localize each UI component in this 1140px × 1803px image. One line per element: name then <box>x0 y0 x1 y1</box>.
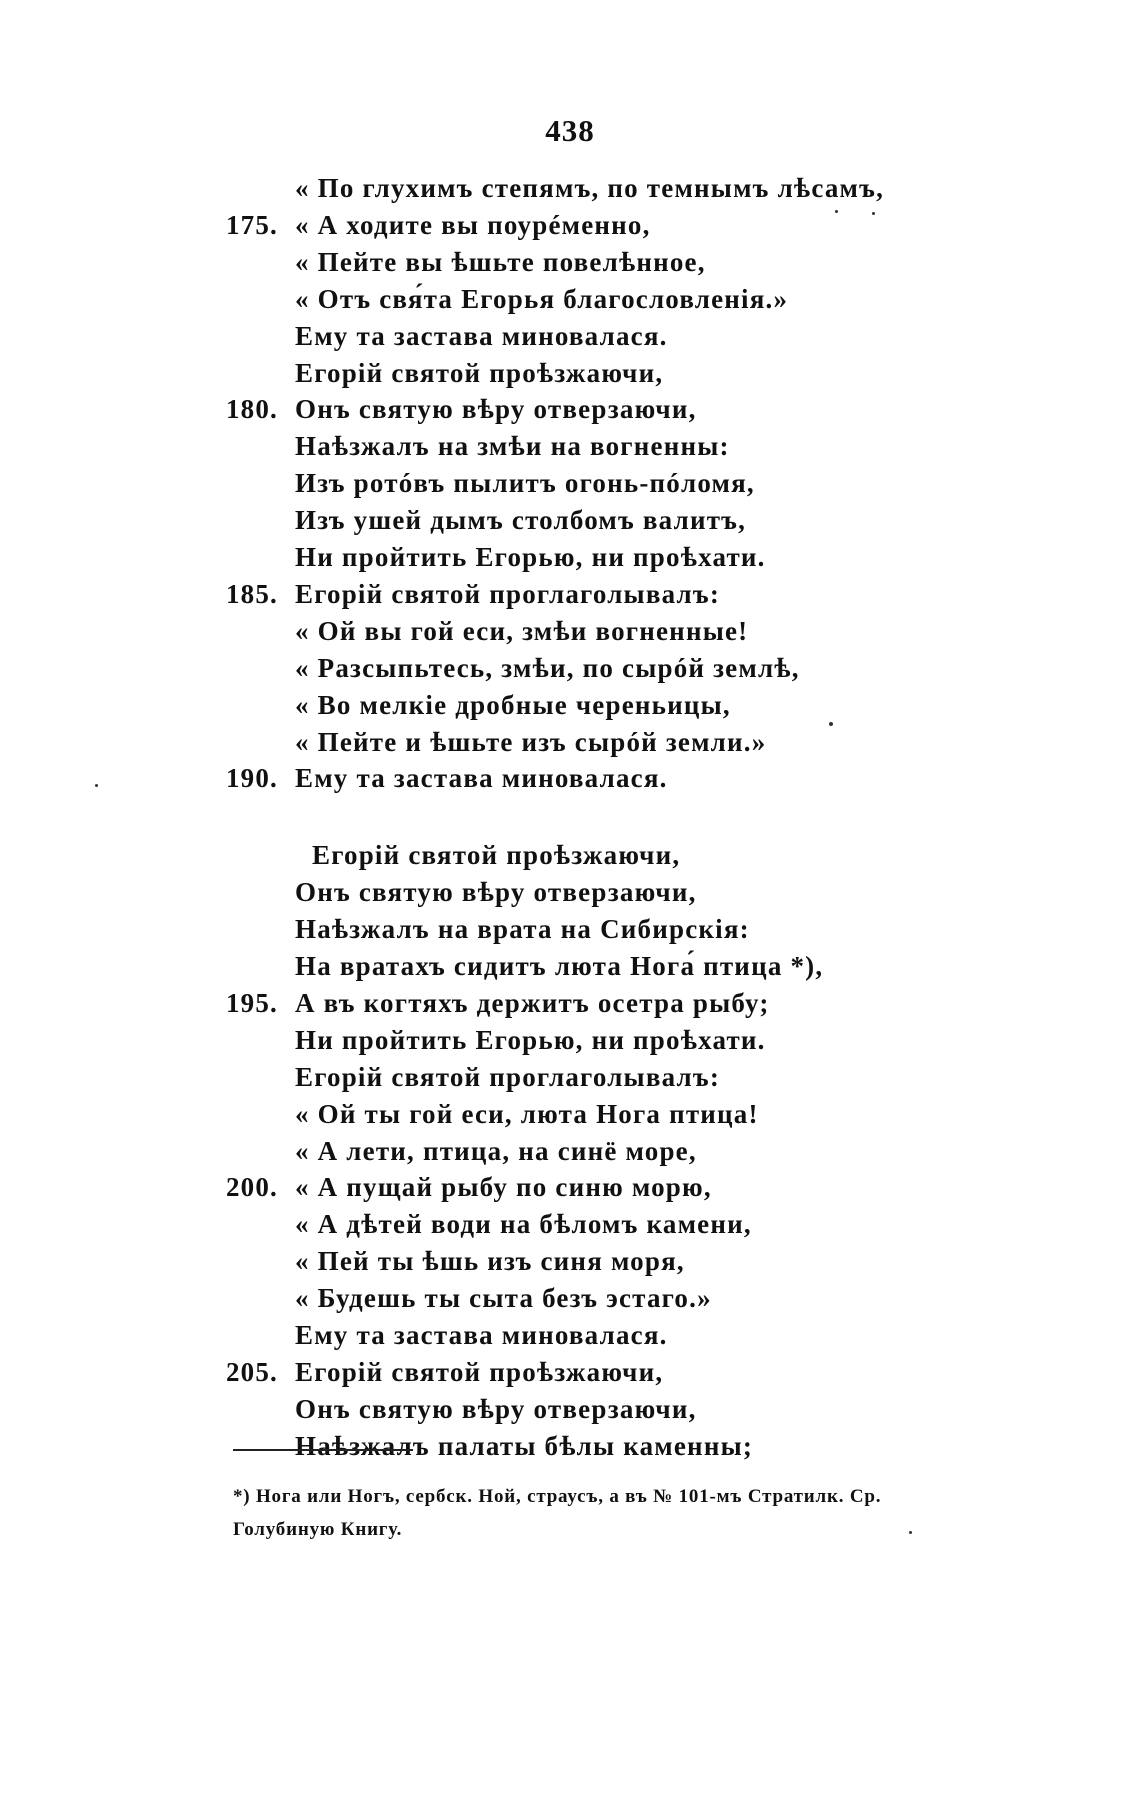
footnote-divider <box>233 1449 413 1451</box>
print-speck <box>909 1531 912 1534</box>
verse-line <box>0 465 1140 501</box>
verse-text: Егорій святой проглаголывалъ: <box>295 578 721 609</box>
verse-line <box>0 1354 1140 1390</box>
verse-number: 185. <box>225 578 278 609</box>
verse-line <box>0 985 1140 1021</box>
verse-text: Онъ святую вѣру отверзаючи, <box>295 877 697 908</box>
verse-line <box>0 911 1140 947</box>
print-speck <box>829 722 833 726</box>
verse-text: Ему та застава миновалася. <box>295 1320 668 1350</box>
verse-line <box>0 576 1140 612</box>
verse-number: 200. <box>225 1172 278 1203</box>
verse-text: Наѣзжалъ на змѣи на вогненны: <box>295 431 730 462</box>
verse-text: Ему та застава миновалася. <box>295 763 668 794</box>
print-speck <box>95 784 98 787</box>
verse-line <box>0 207 1140 243</box>
verse-text: « Разсыпьтесь, змѣи, по сырóй землѣ, <box>295 652 800 683</box>
verse-line <box>0 1317 1140 1353</box>
verse-text: Егорій святой проѣзжаючи, <box>312 840 681 871</box>
verse-text: Егорій святой проѣзжаючи, <box>295 357 664 388</box>
verse-number: 180. <box>225 394 278 425</box>
verse-line <box>0 687 1140 723</box>
verse-line <box>0 874 1140 910</box>
verse-text: « А ходите вы поурéменно, <box>295 209 651 240</box>
verse-text: Ему та застава миновалася. <box>295 320 668 351</box>
verse-line <box>0 502 1140 538</box>
verse-line <box>0 760 1140 796</box>
verse-line <box>0 1206 1140 1242</box>
verse-text: Онъ святую вѣру отверзаючи, <box>295 394 697 425</box>
verse-text: « Пейте и ѣшьте изъ сырóй земли.» <box>295 726 767 757</box>
verse-line <box>0 837 1140 873</box>
verse-number: 175. <box>225 209 278 240</box>
verse-line <box>0 1169 1140 1205</box>
verse-text: Егорій святой проѣзжаючи, <box>295 1356 664 1387</box>
verse-text: Ни пройтить Егорью, ни проѣхати. <box>295 542 766 572</box>
verse-text: « Пей ты ѣшь изъ синя моря, <box>295 1246 685 1277</box>
verse-line <box>0 1391 1140 1427</box>
verse-line <box>0 724 1140 760</box>
verse-number: 190. <box>225 763 278 794</box>
verse-text: « Ой вы гой еси, змѣи вогненные! <box>295 615 749 646</box>
verse-text: « Во мелкіе дробные череньицы, <box>295 689 731 720</box>
verse-line <box>0 613 1140 649</box>
verse-line <box>0 318 1140 354</box>
verse-line <box>0 948 1140 984</box>
page-number: 438 <box>545 113 595 148</box>
verse-text: « А дѣтей води на бѣломъ камени, <box>295 1209 752 1240</box>
verse-text: Онъ святую вѣру отверзаючи, <box>295 1393 697 1424</box>
verse-text: « Будешь ты сыта безъ эстаго.» <box>295 1283 712 1314</box>
verse-line <box>0 1428 1140 1464</box>
verse-line <box>0 428 1140 464</box>
footnote-line: *) Нога или Ногъ, сербск. Ной, страусъ, а въ № 101-мъ Стратилк. Ср. <box>233 1486 882 1507</box>
verse-text: Наѣзжалъ палаты бѣлы каменны; <box>295 1430 754 1461</box>
verse-line <box>0 244 1140 280</box>
print-speck <box>835 210 838 213</box>
verse-line <box>0 391 1140 427</box>
verse-line <box>0 1096 1140 1132</box>
verse-line <box>0 539 1140 575</box>
footnote <box>233 1480 1043 1546</box>
verse-line <box>0 1133 1140 1169</box>
verse-line <box>0 650 1140 686</box>
verse-text: Ни пройтить Егорью, ни проѣхати. <box>295 1024 766 1055</box>
verse-text: « Ой ты гой еси, люта Нога птица! <box>295 1098 759 1129</box>
verse-text: « По глухимъ степямъ, по темнымъ лѣсамъ, <box>295 173 885 203</box>
verse-text: « А лети, птица, на синё море, <box>295 1135 697 1166</box>
verse-text: Изъ ротóвъ пылитъ огонь-пóломя, <box>295 468 755 499</box>
verse-number: 205. <box>225 1356 278 1387</box>
verse-line <box>0 1022 1140 1058</box>
verse-text: « Пейте вы ѣшьте повелѣнное, <box>295 246 706 277</box>
verse-text: А въ когтяхъ держитъ осетра рыбу; <box>295 987 770 1018</box>
verse-line <box>0 281 1140 317</box>
verse-line <box>0 170 1140 206</box>
verse-number: 195. <box>225 987 278 1018</box>
verse-line <box>0 1059 1140 1095</box>
verse-line <box>0 355 1140 391</box>
verse-text: Изъ ушей дымъ столбомъ валитъ, <box>295 505 747 536</box>
verse-text: « А пущай рыбу по синю морю, <box>295 1172 712 1203</box>
verse-text: Наѣзжалъ на врата на Сибирскія: <box>295 914 750 945</box>
verse-text: На вратахъ сидитъ люта Нога́ птица *), <box>295 951 824 981</box>
print-speck <box>872 212 875 215</box>
verse-text: Егорій святой проглаголывалъ: <box>295 1061 721 1092</box>
footnote-line: Голубиную Книгу. <box>233 1519 403 1540</box>
verse-line <box>0 1243 1140 1279</box>
verse-text: « Отъ свя́та Егорья благословленія.» <box>295 283 789 314</box>
verse-line <box>0 1280 1140 1316</box>
